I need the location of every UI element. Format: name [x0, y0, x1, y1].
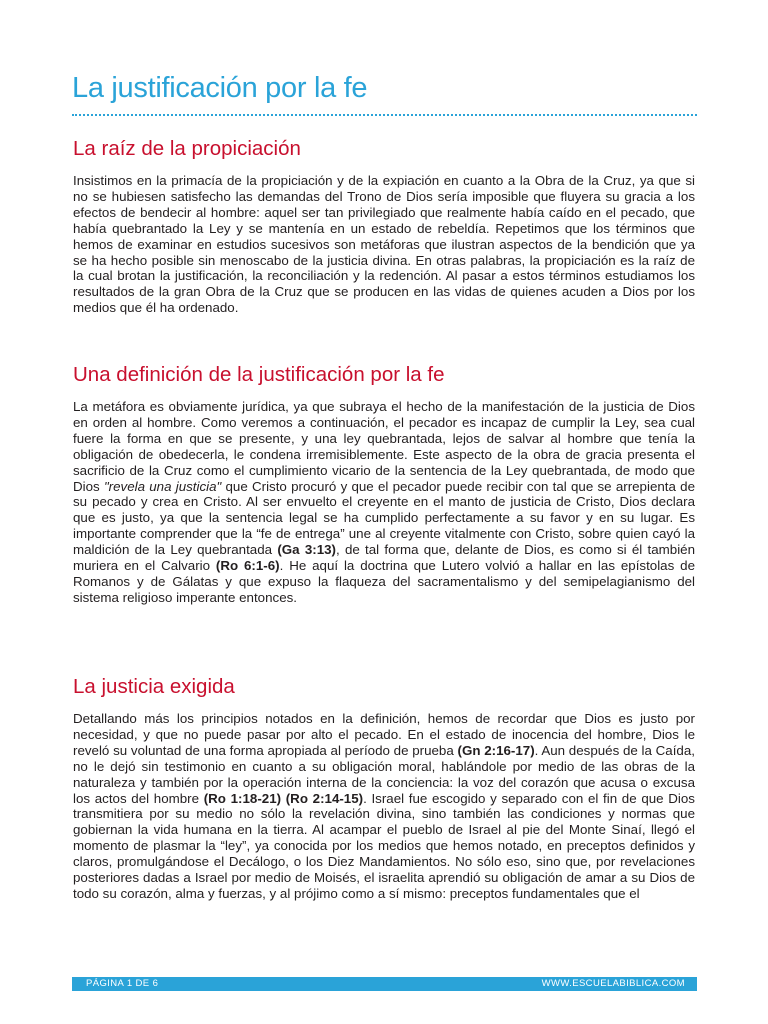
body-text: que Cristo procuró y que el pecador puede recibir con tal que se arrepienta de su pecado y crea en Cristo. Al ser envuelto el creyente en el manto de justicia de Cristo, Dios declara que es justo, ya que la sentencia legal se ha cumplido perfectamente a su favor y en su lugar. Es importante comprender que la “fe de entrega” une al creyente vitalmente con Cristo, sobre quien cayó la maldición de la Ley quebrantada: [73, 478, 695, 558]
body-text: Insistimos en la primacía de la propiciación y de la expiación en cuanto a la Obra de la Cruz, ya que si no se hubiesen satisfecho las demandas del Trono de Dios sería imposible que fluyera su gracia a los efectos de bendecir al hombre: aquel ser tan privilegiado que realmente había caído en el pecado, que había quebrantado la Ley y se mantenía en un estado de rebeldía. Repetimos que los términos que hemos de examinar en estudios sucesivos son metáforas que ilustran aspectos de la bendición que ya se ha hecho posible sin menoscabo de la justicia divina. En otras palabras, la propiciación es la raíz de la cual brotan la justificación, la reconciliación y la redención. Al pasar a estos términos estudiamos los resultados de la gran Obra de la Cruz que se producen en las vidas de quienes acuden a Dios por los medios que él ha ordenado.: [73, 173, 695, 316]
body-text: La metáfora es obviamente jurídica, ya que subraya el hecho de la manifestación de la justicia de Dios en orden al hombre. Como veremos a continuación, el pecador es incapaz de cumplir la Ley, sea cual fuere la forma en que se presente, y una ley quebrantada, lejos de salvar al hombre que tenía la obligación de obedecerla, le condena irremisiblemente. Este aspecto de la obra de gracia presenta el sacrificio de la Cruz como el cumplimiento vicario de la sentencia de la Ley quebrantada, de modo que Dios: [73, 399, 695, 494]
scripture-reference: (Ro 1:18-21) (Ro 2:14-15): [203, 790, 364, 806]
scripture-reference: (Ro 6:1-6): [215, 558, 280, 574]
body-text: Detallando más los principios notados en la definición, hemos de recordar que Dios es justo por necesidad, y que no puede pasar por alto el pecado. En el estado de inocencia del hombre, Dios le reveló su voluntad de una forma apropiada al período de prueba: [73, 711, 695, 758]
body-text: . He aquí la doctrina que Lutero volvió a hallar en las epístolas de Romanos y de Gálatas y que expuso la flaqueza del sacramentalismo y del semipelagianismo del sistema religioso imperante entonces.: [73, 558, 695, 605]
body-text: , de tal forma que, delante de Dios, es como si él también muriera en el Calvario: [73, 542, 695, 574]
section-paragraph-definicion: [73, 399, 695, 606]
page-footer: [72, 977, 697, 991]
dotted-divider: [72, 114, 697, 116]
section-paragraph-justicia: [73, 711, 695, 902]
body-text: . Israel fue escogido y separado con el fin de que Dios transmitiera por su medio no sólo la revelación divina, sino también las condiciones y normas que gobiernan la vida humana en la tierra. Al acampar el pueblo de Israel al pie del Monte Sinaí, llegó el momento de plasmar la “ley”, ya conocida por los medios que hemos notado, en preceptos definidos y claros, promulgándose el Decálogo, o los Diez Mandamientos. No sólo eso, sino que, por revelaciones posteriores dadas a Israel por medio de Moisés, el israelita aprendió su obligación de amar a su Dios de todo su corazón, alma y fuerzas, y al prójimo como a sí mismo: preceptos fundamentales que el: [73, 790, 695, 901]
section-heading-raiz: La raíz de la propiciación: [73, 137, 301, 160]
italic-quote: "revela una justicia": [103, 478, 222, 494]
page-number: PÁGINA 1 DE 6: [86, 978, 159, 989]
section-heading-justicia: La justicia exigida: [73, 675, 235, 698]
scripture-reference: (Ga 3:13): [277, 542, 336, 558]
scripture-reference: (Gn 2:16-17): [457, 742, 535, 758]
body-text: . Aun después de la Caída, no le dejó sin testimonio en cuanto a su obligación moral, hablándole por medio de las obras de la naturaleza y también por la operación interna de la conciencia: la voz del corazón que acusa o excusa los actos del hombre: [73, 742, 695, 806]
section-paragraph-raiz: [73, 173, 695, 316]
page-title: La justificación por la fe: [72, 72, 368, 104]
section-heading-definicion: Una definición de la justificación por la fe: [73, 363, 445, 386]
website-link[interactable]: WWW.ESCUELABIBLICA.COM: [541, 978, 685, 989]
